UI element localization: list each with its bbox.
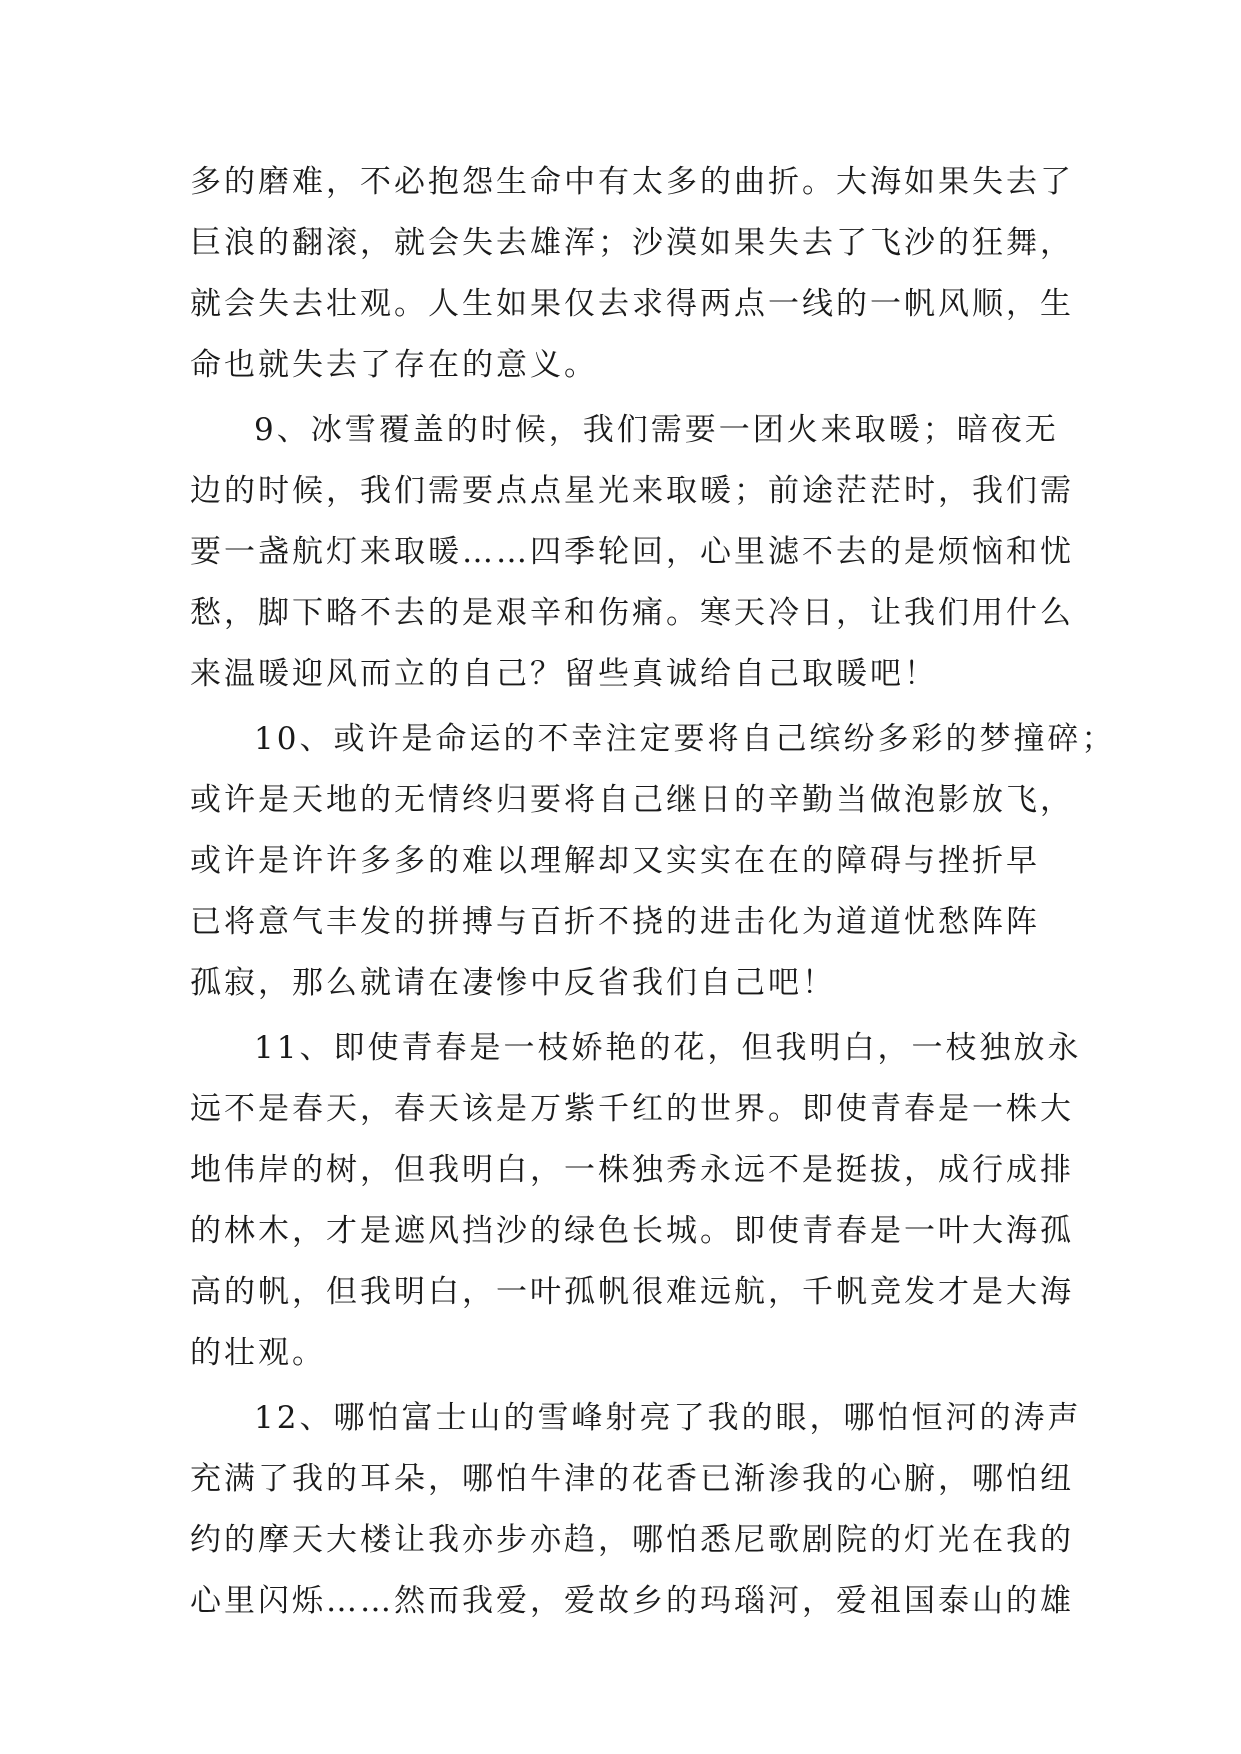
paragraph-line: 已将意气丰发的拼搏与百折不挠的进击化为道道忧愁阵阵 <box>190 904 1040 940</box>
paragraph-line: 命也就失去了存在的意义。 <box>190 347 598 383</box>
paragraph-line: 或许是天地的无情终归要将自己继日的辛勤当做泡影放飞， <box>190 782 1074 818</box>
document-body <box>190 152 1116 1636</box>
paragraph-line: 来温暖迎风而立的自己？留些真诚给自己取暖吧！ <box>190 656 938 692</box>
paragraph-line: 巨浪的翻滚，就会失去雄浑；沙漠如果失去了飞沙的狂舞， <box>190 225 1074 261</box>
paragraph-line: 12、哪怕富士山的雪峰射亮了我的眼，哪怕恒河的涛声 <box>254 1400 1082 1436</box>
paragraph-line: 愁，脚下略不去的是艰辛和伤痛。寒天冷日，让我们用什么 <box>190 595 1074 631</box>
paragraph-continued <box>190 152 1074 396</box>
paragraph-line: 充满了我的耳朵，哪怕牛津的花香已渐渗我的心腑，哪怕纽 <box>190 1461 1074 1497</box>
paragraph-line: 高的帆，但我明白，一叶孤帆很难远航，千帆竞发才是大海 <box>190 1274 1074 1310</box>
paragraph-line: 11、即使青春是一枝娇艳的花，但我明白，一枝独放永 <box>254 1030 1082 1066</box>
paragraph-line: 就会失去壮观。人生如果仅去求得两点一线的一帆风顺，生 <box>190 286 1074 322</box>
paragraph-line: 约的摩天大楼让我亦步亦趋，哪怕悉尼歌剧院的灯光在我的 <box>190 1522 1074 1558</box>
paragraph-line: 的林木，才是遮风挡沙的绿色长城。即使青春是一叶大海孤 <box>190 1213 1074 1249</box>
paragraph-line: 或许是许许多多的难以理解却又实实在在的障碍与挫折早 <box>190 843 1040 879</box>
paragraph-10 <box>190 709 1116 1014</box>
paragraph-12 <box>190 1388 1082 1632</box>
paragraph-line: 9、冰雪覆盖的时候，我们需要一团火来取暖；暗夜无 <box>254 412 1059 448</box>
paragraph-11 <box>190 1018 1082 1384</box>
paragraph-line: 边的时候，我们需要点点星光来取暖；前途茫茫时，我们需 <box>190 473 1074 509</box>
paragraph-line: 孤寂，那么就请在凄惨中反省我们自己吧！ <box>190 965 836 1001</box>
paragraph-line: 10、或许是命运的不幸注定要将自己缤纷多彩的梦撞碎； <box>254 721 1116 757</box>
paragraph-line: 心里闪烁……然而我爱，爱故乡的玛瑙河，爱祖国泰山的雄 <box>190 1583 1074 1619</box>
paragraph-line: 地伟岸的树，但我明白，一株独秀永远不是挺拔，成行成排 <box>190 1152 1074 1188</box>
paragraph-line: 远不是春天，春天该是万紫千红的世界。即使青春是一株大 <box>190 1091 1074 1127</box>
paragraph-line: 的壮观。 <box>190 1335 326 1371</box>
paragraph-line: 要一盏航灯来取暖……四季轮回，心里滤不去的是烦恼和忧 <box>190 534 1074 570</box>
paragraph-line: 多的磨难，不必抱怨生命中有太多的曲折。大海如果失去了 <box>190 164 1074 200</box>
paragraph-9 <box>190 400 1074 705</box>
